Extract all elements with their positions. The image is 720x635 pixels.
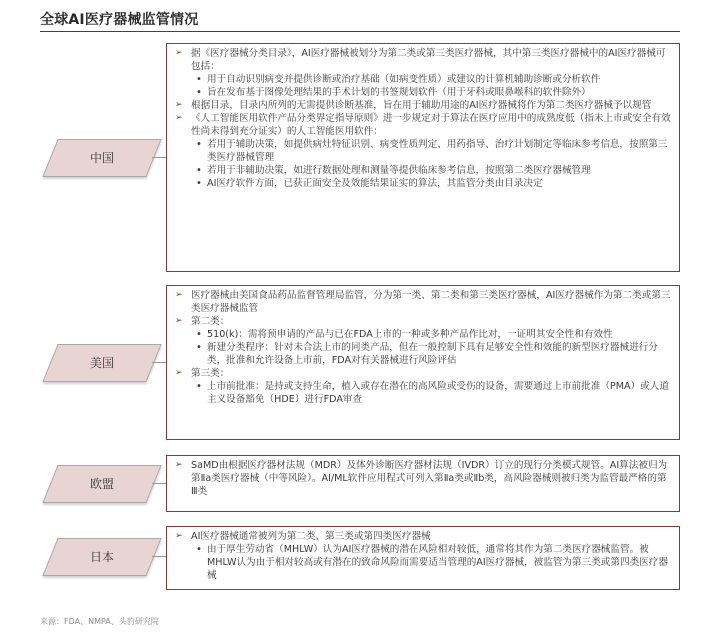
list-item: ➢ 第三类： (175, 368, 230, 379)
arrow-bullet-icon: ➢ (175, 290, 183, 300)
list-item: ➢ 第二类： (175, 316, 230, 327)
connector-line (152, 556, 166, 557)
arrow-bullet-icon: ➢ (175, 100, 183, 110)
connector-line (152, 362, 166, 363)
list-item: • 若用于辅助决策，如提供病灶特征识别、病变性质判定、用药指导、治疗计划制定等临床参考信息，按照第三类医疗器械管理 (196, 139, 668, 163)
dot-bullet-icon: • (196, 178, 202, 189)
arrow-bullet-icon: ➢ (175, 48, 183, 58)
list-item: ➢ 《人工智能医用软件产品分类界定指导原则》进一步规定对于算法在医疗应用中的成熟度低（指未上市或安全有效性尚未得到充分证实）的人工智能医用软件： (175, 113, 671, 137)
title-divider (40, 31, 680, 32)
dot-bullet-icon: • (196, 165, 202, 176)
list-item: ➢ SaMD由根据医疗器材法规（MDR）及体外诊断医疗器材法规（IVDR）订立的现行分类模式规管。AI算法被归为第Ⅱa类医疗器械（中等风险）。AI/ML软件应用程式可列入第Ⅱa类或Ⅱb类，高风险器械则被归类为监管最严格的第Ⅲ类 (175, 460, 668, 497)
dot-bullet-icon: • (196, 139, 202, 150)
source-note: 来源：FDA、NMPA、头豹研究院 (40, 617, 159, 626)
dot-bullet-icon: • (196, 87, 202, 98)
list-item: ➢ 据《医疗器械分类目录》，AI医疗器械被划分为第二类或第三类医疗器械，其中第三类医疗器械中的AI医疗器械可包括： (175, 48, 666, 72)
dot-bullet-icon: • (196, 74, 202, 85)
region-label-japan (42, 538, 161, 576)
list-item: • 上市前批准：是持或支持生命，植入或存在潜在的高风险或受伤的设备，需要通过上市前批准（PMA）或人道主义设备豁免（HDE）进行FDA审查 (196, 381, 669, 405)
list-item: • 新建分类程序：针对未合法上市的同类产品，但在一般控制下具有足够安全性和效能的新型医疗器械进行分类，批准和允许设备上市前，FDA对有关器械进行风险评估 (196, 342, 658, 366)
section-box-japan (166, 526, 680, 590)
list-item: • 由于厚生劳动省（MHLW）认为AI医疗器械的潜在风险相对较低，通常将其作为第二类医疗器械监管。被MHLW认为由于相对较高或有潜在的致命风险而需要适当管理的AI医疗器械，被监管为第三类或第四类医疗器械 (196, 544, 668, 581)
dot-bullet-icon: • (196, 544, 202, 555)
list-item: • 若用于非辅助决策，如进行数据处理和测量等提供临床参考信息，按照第二类医疗器械管理 (196, 165, 591, 176)
list-item: • 510(k)：需将预申请的产品与已在FDA上市的一种或多种产品作比对，一证明其安全性和有效性 (196, 329, 613, 340)
region-label-usa (42, 344, 161, 382)
arrow-bullet-icon: ➢ (175, 316, 183, 326)
connector-line (152, 157, 166, 158)
dot-bullet-icon: • (196, 329, 202, 340)
page-title: 全球AI医疗器械监管情况 (40, 12, 199, 28)
region-name: 日本 (89, 550, 114, 564)
dot-bullet-icon: • (196, 381, 202, 392)
region-name: 美国 (89, 356, 114, 370)
section-box-eu (166, 455, 680, 512)
arrow-bullet-icon: ➢ (175, 113, 183, 123)
arrow-bullet-icon: ➢ (175, 368, 183, 378)
dot-bullet-icon: • (196, 342, 202, 353)
region-name: 中国 (89, 151, 114, 165)
list-item: • 用于自动识别病变并提供诊断或治疗基础（如病变性质）或建议的计算机辅助诊断或分析软件 (196, 74, 601, 85)
section-box-usa (166, 285, 680, 440)
region-label-china (42, 139, 161, 177)
list-item: • 旨在发布基于图像处理结果的手术计划的书签规划软件（用于牙科或眼鼻喉科的软件除外） (196, 87, 591, 98)
region-name: 欧盟 (89, 477, 114, 491)
arrow-bullet-icon: ➢ (175, 531, 183, 541)
region-label-eu (42, 465, 161, 503)
connector-line (152, 483, 166, 484)
list-item: ➢ 根据目录，目录内所列的无需提供诊断基准，旨在用于辅助用途的AI医疗器械将作为第二类医疗器械予以规管 (175, 100, 652, 111)
list-item: • AI医疗软件方面，已获正面安全及效能结果证实的算法，其监管分类由目录决定 (196, 178, 543, 189)
section-box-china (166, 43, 680, 272)
list-item: ➢ 医疗器械由美国食品药品监督管理局监管，分为第一类、第二类和第三类医疗器械，AI医疗器械作为第二类或第三类医疗器械监管 (175, 290, 671, 314)
arrow-bullet-icon: ➢ (175, 460, 183, 470)
list-item: ➢ AI医疗器械通常被列为第二类、第三类或第四类医疗器械 (175, 531, 431, 542)
